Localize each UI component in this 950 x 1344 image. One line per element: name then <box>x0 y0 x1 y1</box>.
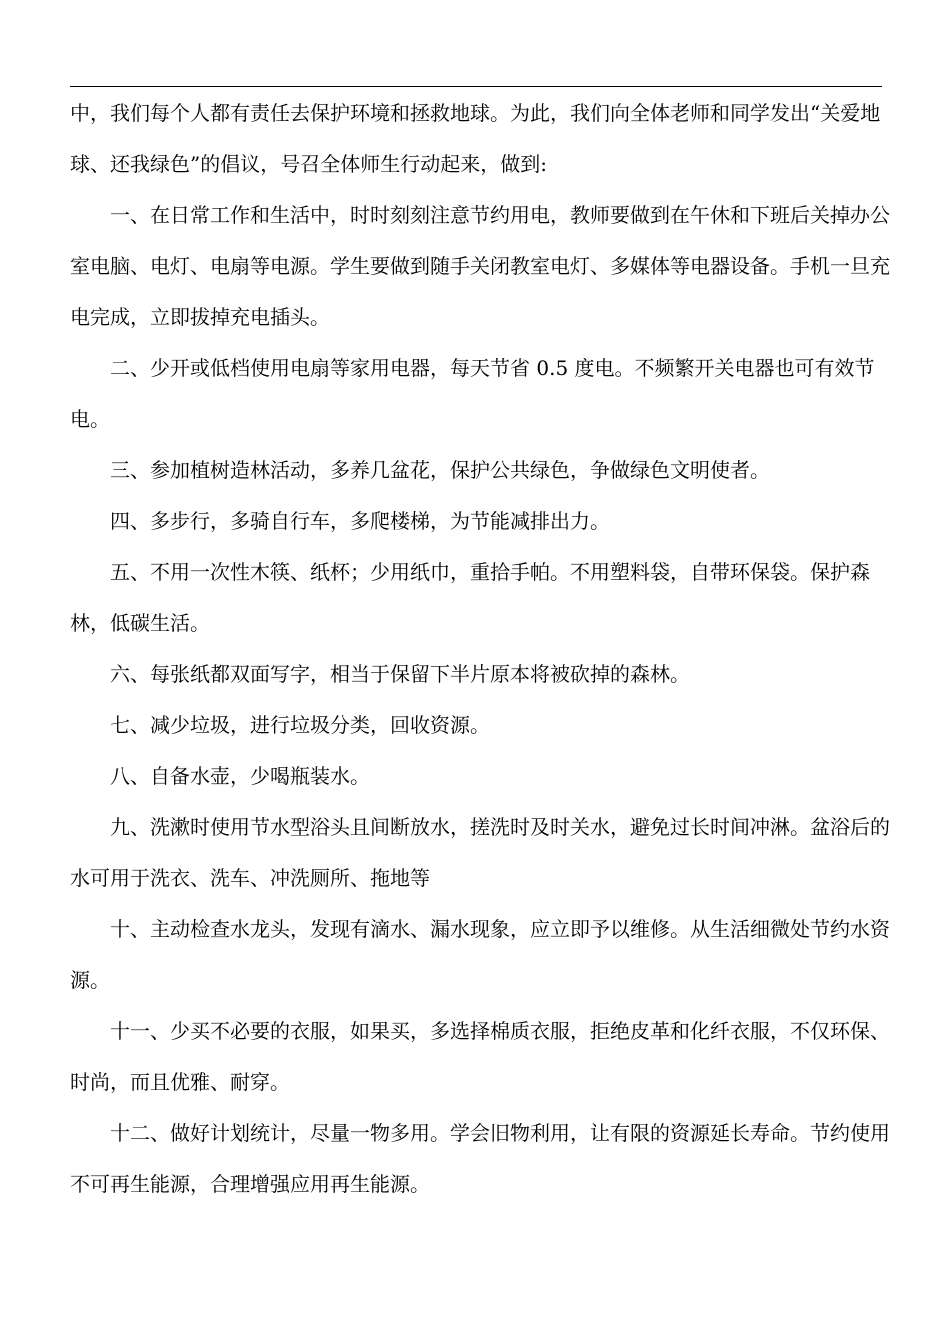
paragraph-item-3: 三、参加植树造林活动，多养几盆花，保护公共绿色，争做绿色文明使者。 <box>110 458 770 482</box>
document-body <box>70 88 892 1210</box>
paragraph-item-2: 二、少开或低档使用电扇等家用电器，每天节省 0.5 度电。不频繁开关电器也可有效节电。 <box>70 356 875 431</box>
header-rule <box>70 86 882 87</box>
paragraph-item-9: 九、洗漱时使用节水型浴头且间断放水，搓洗时及时关水，避免过长时间冲淋。盆浴后的水可用于洗衣、洗车、冲洗厕所、拖地等 <box>70 815 890 890</box>
paragraph-item-10: 十、主动检查水龙头，发现有滴水、漏水现象，应立即予以维修。从生活细微处节约水资源。 <box>70 917 890 992</box>
paragraph-item-7: 七、减少垃圾，进行垃圾分类，回收资源。 <box>110 713 490 737</box>
paragraph-item-1: 一、在日常工作和生活中，时时刻刻注意节约用电，教师要做到在午休和下班后关掉办公室电脑、电灯、电扇等电源。学生要做到随手关闭教室电灯、多媒体等电器设备。手机一旦充电完成，立即拔掉充电插头。 <box>70 203 890 329</box>
paragraph-item-6: 六、每张纸都双面写字，相当于保留下半片原本将被砍掉的森林。 <box>110 662 690 686</box>
paragraph-intro: 中，我们每个人都有责任去保护环境和拯救地球。为此，我们向全体老师和同学发出“关爱地球、还我绿色”的倡议，号召全体师生行动起来，做到: <box>70 101 881 176</box>
paragraph-item-4: 四、多步行，多骑自行车，多爬楼梯，为节能减排出力。 <box>110 509 610 533</box>
paragraph-item-12: 十二、做好计划统计，尽量一物多用。学会旧物利用，让有限的资源延长寿命。节约使用不可再生能源，合理增强应用再生能源。 <box>70 1121 890 1196</box>
paragraph-item-8: 八、自备水壶，少喝瓶装水。 <box>110 764 370 788</box>
paragraph-item-11: 十一、少买不必要的衣服，如果买，多选择棉质衣服，拒绝皮革和化纤衣服，不仅环保、时尚，而且优雅、耐穿。 <box>70 1019 890 1094</box>
paragraph-item-5: 五、不用一次性木筷、纸杯；少用纸巾，重拾手帕。不用塑料袋，自带环保袋。保护森林，低碳生活。 <box>70 560 870 635</box>
